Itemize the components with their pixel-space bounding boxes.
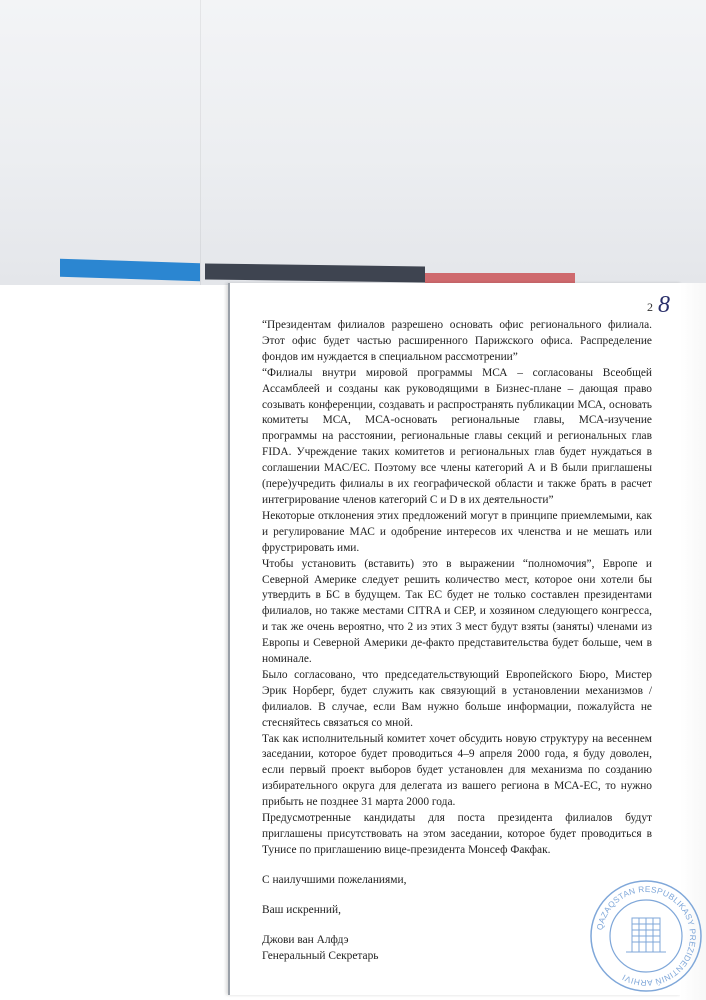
paragraph-6: Так как исполнительный комитет хочет обсудить новую структуру на весеннем заседании, которое будет проводиться 4–9 апреля 2000 года, я буду доволен, если первый проект выборов будет установлен для механизма по созданию избирательного округа для делегата из вашего региона в МСА-ЕС, то нужно прибыть не позднее 31 марта 2000 года. (262, 732, 652, 809)
fold-line (200, 0, 201, 285)
closing-line: С наилучшими пожеланиями, (262, 873, 407, 886)
signer-name: Джови ван Алфдэ (262, 933, 349, 946)
folder-stripe-red (425, 273, 575, 283)
paragraph-1: “Президентам филиалов разрешено основать офис регионального филиала. Этот офис будет частью расширенного Парижского офиса. Распределение фондов им нуждается в специальном рассмотрении” (262, 319, 652, 363)
page-number: 2 (647, 300, 653, 314)
building-icon (626, 918, 666, 952)
paragraph-4: Чтобы установить (вставить) это в выражении “полномочия”, Европе и Северной Америке следует решить количество мест, которое они хотели бы утвердить в БС в будущем. Так ЕС будет не только составлен президентами филиалов, но также местами CITRA и CEP, и хозяином следующего конгресса, и так же очень вероятно, что 2 из этих 3 мест будут взяты (заняты) членами из Европы и Северной Америки де-факто представительства будет больше, чем в номинале. (262, 557, 652, 666)
signer-title: Генеральный Секретарь (262, 949, 379, 962)
handwritten-page-number: 8 (658, 292, 670, 318)
paragraph-2: “Филиалы внутри мировой программы МСА – согласованы Всеобщей Ассамблеей и созданы как руководящими в Бизнес-плане – дающая право созывать конференции, создавать и распространять публикации МСА, основать комитеты МСА, МСА-основать региональные главы, МСА-изучение программы на расстоянии, региональные главы секций и региональных глав FIDA. Учреждение таких комитетов и региональных глав будет нуждаться в соглашении МАС/ЕС. Поэтому все члены категорий А и В были приглашены (пере)учредить филиалы в их географической области и также брать в расчет интегрирование членов категорий С и D в их деятельности” (262, 366, 652, 506)
scanner-background (0, 0, 706, 285)
paragraph-3: Некоторые отклонения этих предложений могут в принципе приемлемыми, как и регулирование МАС и одобрение интересов их членства и не мешать или фрустрировать ими. (262, 509, 652, 554)
paragraph-5: Было согласовано, что председательствующий Европейского Бюро, Мистер Эрик Норберг, будет служить как связующий в установлении механизмов /филиалов. В случае, если Вам нужно больше информации, пожалуйста не стесняйтесь связаться со мной. (262, 668, 652, 729)
stamp-text: QAZAQSTAN RESPUBLIKASY PREZIDENTINIŃ ARHIVI (594, 883, 699, 989)
sign-off-line: Ваш искренний, (262, 903, 341, 916)
archive-stamp (588, 878, 704, 994)
paragraph-7: Предусмотренные кандидаты для поста президента филиалов будут приглашены присутствовать на этом заседании, которое будет проводиться в Тунисе по приглашению вице-президента Монсеф Факфак. (262, 812, 652, 856)
letter-body (262, 318, 652, 964)
folder-stripe-dark (205, 263, 425, 282)
